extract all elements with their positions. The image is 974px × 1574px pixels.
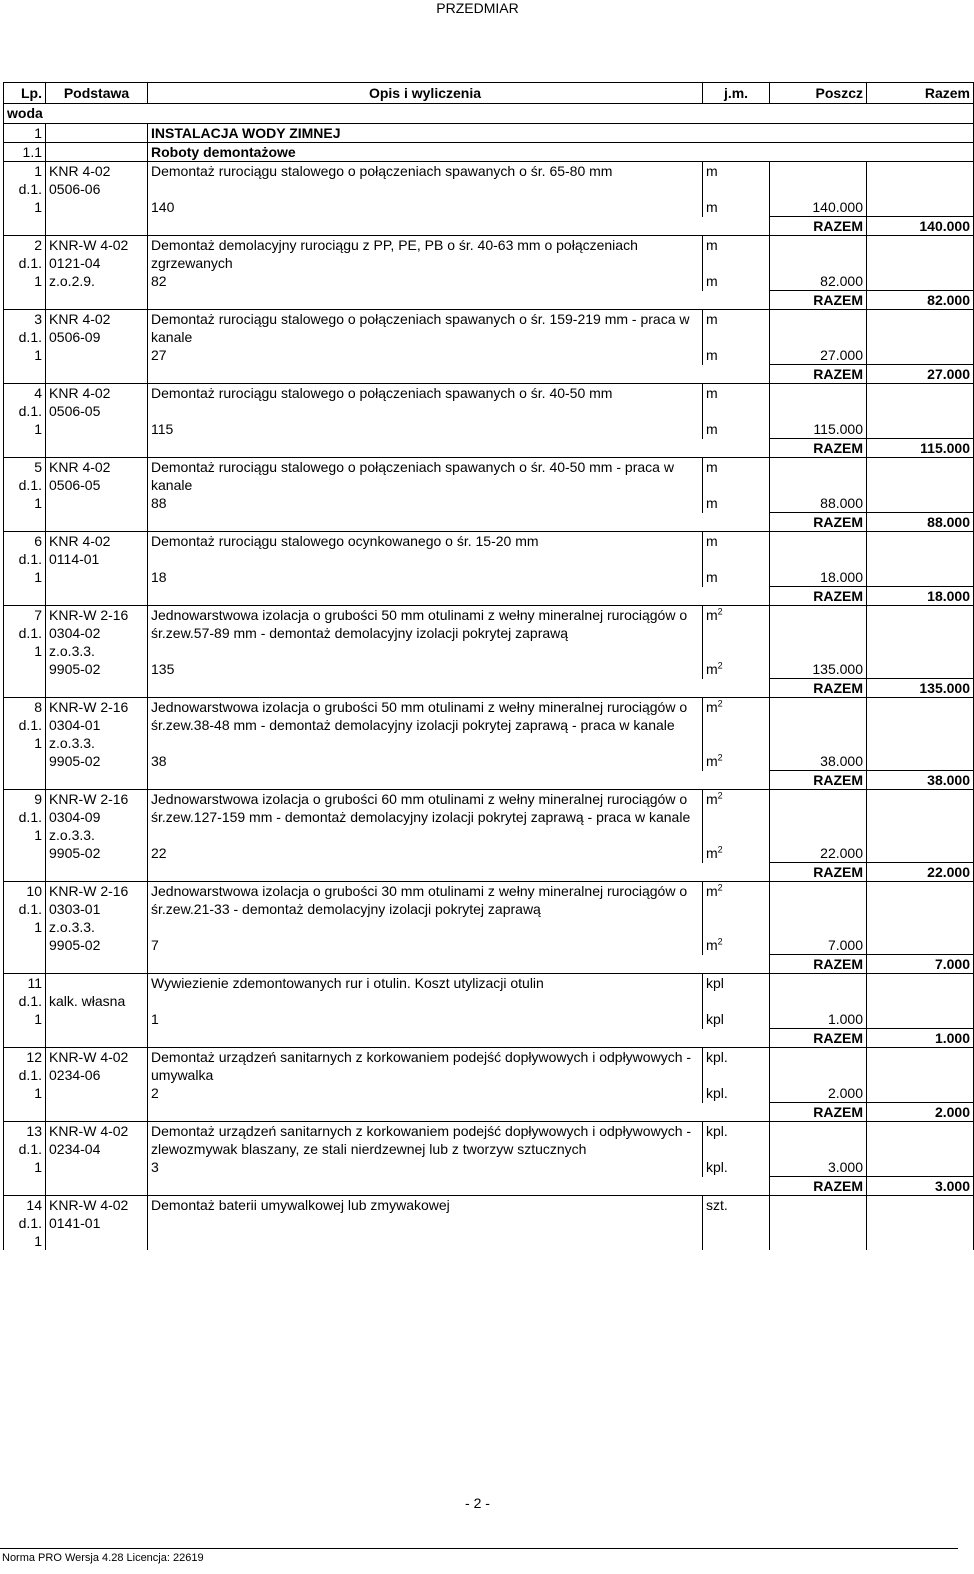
item-lp-line: 4 [34,385,42,401]
estimate-table [3,82,974,1250]
item-poszcz: 18.000 [770,568,867,587]
item-description: Demontaż rurociągu stalowego o połączeniach spawanych o śr. 40-50 mm - praca w kanale [148,458,703,495]
item-qty: 27 [148,346,703,365]
razem-label: RAZEM [770,587,867,606]
item-qty: 82 [148,272,703,291]
footer-license [0,1548,958,1564]
item-lp [4,162,46,236]
col-header-podstawa: Podstawa [46,83,148,104]
table-header-row [4,83,974,104]
item-razem-row [4,217,974,236]
item-lp-line: 1 [34,1011,42,1027]
section-label: woda [4,104,974,124]
item-basis-line: 9905-02 [49,845,101,861]
item-basis-line: KNR-W 4-02 [49,1123,129,1139]
item-qty: 2 [148,1084,703,1103]
item-qty-row [4,494,974,513]
item-lp-line: 1 [34,827,42,843]
item-qty-row [4,198,974,217]
item-basis-line: KNR 4-02 [49,385,111,401]
item-qty-row [4,346,974,365]
item-description: Demontaż rurociągu stalowego o połączeniach spawanych o śr. 65-80 mm [148,162,703,199]
item-basis [46,162,148,236]
item-description: Demontaż rurociągu stalowego o połączeniach spawanych o śr. 40-50 mm [148,384,703,421]
item-razem: 115.000 [867,439,974,458]
item-basis-line: 0304-02 [49,625,101,641]
item-basis-line: 9905-02 [49,937,101,953]
col-header-razem: Razem [867,83,974,104]
item-basis [46,974,148,1048]
item-razem-row [4,1103,974,1122]
item-basis [46,458,148,532]
item-basis [46,310,148,384]
col-header-lp: Lp. [4,83,46,104]
item-lp-line: 1 [34,919,42,935]
item-unit: m [703,310,770,347]
razem-label: RAZEM [770,439,867,458]
item-unit: kpl. [703,1122,770,1159]
item-razem-row [4,863,974,882]
item-qty-unit: m [703,494,770,513]
item-basis [46,606,148,698]
item-lp [4,882,46,974]
item-description: Demontaż urządzeń sanitarnych z korkowaniem podejść dopływowych i odpływowych - umywalka [148,1048,703,1085]
table-row [4,882,974,937]
item-lp [4,606,46,698]
item-lp [4,1122,46,1196]
item-poszcz: 82.000 [770,272,867,291]
section-row [4,104,974,124]
item-lp-line: d.1. [18,181,42,197]
item-qty-unit: m [703,198,770,217]
item-qty-row [4,1010,974,1029]
item-razem: 88.000 [867,513,974,532]
item-razem: 22.000 [867,863,974,882]
item-razem-row [4,771,974,790]
item-lp-line: 10 [26,883,42,899]
razem-label: RAZEM [770,1103,867,1122]
item-basis-line [49,974,144,992]
item-razem: 2.000 [867,1103,974,1122]
item-poszcz: 27.000 [770,346,867,365]
item-unit: kpl. [703,1048,770,1085]
item-basis-line [49,346,144,364]
item-unit: m [703,532,770,569]
item-lp-line: 1 [34,1159,42,1175]
item-basis-line: KNR 4-02 [49,163,111,179]
item-basis-line: KNR-W 2-16 [49,791,129,807]
item-basis-line: 0506-06 [49,181,101,197]
item-poszcz: 1.000 [770,1010,867,1029]
item-lp-line: 3 [34,311,42,327]
item-qty: 1 [148,1010,703,1029]
item-lp [4,532,46,606]
item-basis [46,236,148,310]
item-razem-row [4,955,974,974]
razem-label: RAZEM [770,365,867,384]
razem-label: RAZEM [770,513,867,532]
item-unit: m [703,384,770,421]
item-razem: 140.000 [867,217,974,236]
item-lp-line: 12 [26,1049,42,1065]
item-basis-line [49,198,144,216]
item-qty-unit: kpl. [703,1084,770,1103]
item-qty-row [4,568,974,587]
item-qty: 3 [148,1158,703,1177]
item-basis-line: kalk. własna [49,993,126,1009]
item-unit: $m^2$ [703,790,770,845]
item-basis-line [49,494,144,512]
item-basis [46,698,148,790]
item-basis-line: 0506-05 [49,477,101,493]
item-basis [46,532,148,606]
item-description: Jednowarstwowa izolacja o grubości 50 mm otulinami z wełny mineralnej rurociągów o śr.zew.38-48 mm - demontaż demolacyjny izolacji pokrytej zaprawą - praca w kanale [148,698,703,753]
item-lp [4,384,46,458]
item-basis-line: 0304-01 [49,717,101,733]
item-qty: 38 [148,752,703,771]
item-lp-line: 1 [34,643,42,659]
item-qty-row [4,420,974,439]
item-razem-row [4,1029,974,1048]
item-razem-row [4,1177,974,1196]
razem-label: RAZEM [770,955,867,974]
item-basis-line: 0234-06 [49,1067,101,1083]
item-lp [4,790,46,882]
item-lp-line: 1 [34,199,42,215]
item-unit: $m^2$ [703,606,770,661]
item-lp-line: d.1. [18,1215,42,1231]
item-description: Demontaż rurociągu stalowego o połączeniach spawanych o śr. 159-219 mm - praca w kanale [148,310,703,347]
item-lp-line [7,660,42,678]
item-lp-line [7,752,42,770]
item-basis-line: KNR 4-02 [49,459,111,475]
item-basis-line: z.o.3.3. [49,643,95,659]
item-razem-row [4,365,974,384]
item-qty-row [4,844,974,863]
table-row [4,606,974,661]
item-lp-line: d.1. [18,717,42,733]
item-qty: 135 [148,660,703,679]
item-lp-line: 9 [34,791,42,807]
group-num: 1 [4,124,46,143]
item-qty-unit: $m^2$ [703,660,770,679]
item-lp-line: 1 [34,569,42,585]
item-qty: 22 [148,844,703,863]
item-description: Demontaż demolacyjny rurociągu z PP, PE, PB o śr. 40-63 mm o połączeniach zgrzewanych [148,236,703,273]
item-razem-row [4,679,974,698]
item-lp [4,1048,46,1122]
item-qty-unit: m [703,272,770,291]
item-lp-line: 1 [34,421,42,437]
item-description: Jednowarstwowa izolacja o grubości 60 mm otulinami z wełny mineralnej rurociągów o śr.zew.127-159 mm - demontaż demolacyjny izolacji pokrytej zaprawą - praca w kanale [148,790,703,845]
item-basis [46,1122,148,1196]
razem-label: RAZEM [770,863,867,882]
table-row [4,458,974,495]
item-basis [46,384,148,458]
item-lp-line: d.1. [18,551,42,567]
razem-label: RAZEM [770,291,867,310]
item-razem: 82.000 [867,291,974,310]
item-basis [46,790,148,882]
item-qty-unit: m [703,568,770,587]
item-basis-line [49,1158,144,1176]
razem-label: RAZEM [770,1029,867,1048]
item-basis-line: 0234-04 [49,1141,101,1157]
page-number: - 2 - [465,1495,490,1511]
table-body [4,104,974,1251]
col-header-jm: j.m. [703,83,770,104]
item-lp-line: d.1. [18,901,42,917]
group-row [4,124,974,143]
item-description: Jednowarstwowa izolacja o grubości 50 mm otulinami z wełny mineralnej rurociągów o śr.zew.57-89 mm - demontaż demolacyjny izolacji pokrytej zaprawą [148,606,703,661]
item-qty-unit: kpl [703,1010,770,1029]
item-razem-row [4,587,974,606]
table-row [4,1048,974,1085]
table-row [4,974,974,1011]
item-description: Jednowarstwowa izolacja o grubości 30 mm otulinami z wełny mineralnej rurociągów o śr.zew.21-33 - demontaż demolacyjny izolacji pokrytej zaprawą [148,882,703,937]
footer-text: Norma PRO Wersja 4.28 Licencja: 22619 [2,1552,204,1564]
item-qty-unit: m [703,420,770,439]
item-lp-line: 5 [34,459,42,475]
item-basis-line: 0141-01 [49,1215,101,1231]
item-qty-row [4,660,974,679]
item-unit: $m^2$ [703,698,770,753]
item-lp-line: 11 [27,975,42,991]
item-description: Wywiezienie zdemontowanych rur i otulin. Koszt utylizacji otulin [148,974,703,1011]
razem-label: RAZEM [770,217,867,236]
item-description: Demontaż baterii umywalkowej lub zmywakowej [148,1196,703,1251]
item-qty-unit: $m^2$ [703,844,770,863]
item-basis [46,1048,148,1122]
item-poszcz: 135.000 [770,660,867,679]
item-lp-line: d.1. [18,477,42,493]
item-basis [46,1196,148,1251]
item-lp [4,698,46,790]
item-lp-line: d.1. [18,403,42,419]
item-basis-line: KNR-W 4-02 [49,237,129,253]
item-qty-row [4,1158,974,1177]
item-poszcz: 115.000 [770,420,867,439]
item-basis-line: 0506-09 [49,329,101,345]
item-qty-unit: $m^2$ [703,752,770,771]
item-basis-line [49,1010,144,1028]
item-poszcz: 22.000 [770,844,867,863]
subgroup-row [4,143,974,162]
item-lp-line: 1 [34,163,42,179]
item-unit: kpl [703,974,770,1011]
item-lp [4,458,46,532]
item-qty-row [4,936,974,955]
item-basis-line: z.o.3.3. [49,919,95,935]
item-basis-line: KNR-W 2-16 [49,699,129,715]
item-lp-line: 8 [34,699,42,715]
item-qty-unit: m [703,346,770,365]
item-lp-line: 1 [34,1085,42,1101]
item-unit: $m^2$ [703,882,770,937]
page-header-title: PRZEDMIAR [436,0,519,16]
item-lp-line: 7 [34,607,42,623]
razem-label: RAZEM [770,771,867,790]
item-razem: 18.000 [867,587,974,606]
item-basis-line: KNR-W 4-02 [49,1049,129,1065]
item-lp [4,236,46,310]
col-header-opis: Opis i wyliczenia [148,83,703,104]
table-row [4,1196,974,1251]
item-poszcz: 2.000 [770,1084,867,1103]
item-unit: m [703,162,770,199]
item-razem: 3.000 [867,1177,974,1196]
item-lp [4,1196,46,1251]
item-lp-line: d.1. [18,993,42,1009]
item-basis-line [49,568,144,586]
col-header-poszcz: Poszcz [770,83,867,104]
item-lp-line: 6 [34,533,42,549]
item-razem: 1.000 [867,1029,974,1048]
item-unit: m [703,236,770,273]
subgroup-label: Roboty demontażowe [148,143,974,162]
table-row [4,310,974,347]
item-basis-line: KNR 4-02 [49,311,111,327]
item-basis-line: KNR-W 2-16 [49,883,129,899]
item-lp-line: d.1. [18,625,42,641]
item-poszcz: 7.000 [770,936,867,955]
item-qty-row [4,752,974,771]
item-basis-line [49,420,144,438]
item-basis-line: z.o.2.9. [49,273,95,289]
table-row [4,1122,974,1159]
item-basis-line: KNR 4-02 [49,533,111,549]
item-basis-line: 9905-02 [49,661,101,677]
item-lp [4,974,46,1048]
item-basis-line: 9905-02 [49,753,101,769]
item-qty-unit: kpl. [703,1158,770,1177]
item-basis-line: 0114-01 [49,551,100,567]
table-row [4,162,974,199]
item-lp-line: 1 [34,347,42,363]
item-qty-row [4,272,974,291]
table-row [4,698,974,753]
item-razem-row [4,439,974,458]
item-basis-line: 0304-09 [49,809,101,825]
table-row [4,384,974,421]
item-lp-line: 14 [26,1197,42,1213]
item-poszcz: 3.000 [770,1158,867,1177]
item-poszcz: 140.000 [770,198,867,217]
item-lp-line: 1 [34,495,42,511]
item-basis-line: KNR-W 4-02 [49,1197,129,1213]
item-poszcz: 38.000 [770,752,867,771]
item-lp-line: 2 [34,237,42,253]
item-qty: 18 [148,568,703,587]
subgroup-num: 1.1 [4,143,46,162]
item-description: Demontaż rurociągu stalowego ocynkowanego o śr. 15-20 mm [148,532,703,569]
item-basis-line: 0506-05 [49,403,101,419]
item-basis-line: z.o.3.3. [49,827,95,843]
item-razem: 7.000 [867,955,974,974]
item-basis [46,882,148,974]
razem-label: RAZEM [770,1177,867,1196]
item-basis-line [49,1232,144,1250]
item-razem: 27.000 [867,365,974,384]
item-qty-unit: $m^2$ [703,936,770,955]
group-label: INSTALACJA WODY ZIMNEJ [148,124,974,143]
item-lp-line: d.1. [18,255,42,271]
item-basis-line: 0121-04 [49,255,101,271]
item-lp-line: 13 [26,1123,42,1139]
item-lp [4,310,46,384]
item-lp-line: 1 [34,1233,42,1249]
item-razem: 38.000 [867,771,974,790]
item-razem: 135.000 [867,679,974,698]
item-basis-line [49,1084,144,1102]
item-description: Demontaż urządzeń sanitarnych z korkowaniem podejść dopływowych i odpływowych - zlewozmywak blaszany, ze stali nierdzewnej lub z tworzyw sztucznych [148,1122,703,1159]
item-qty: 7 [148,936,703,955]
item-qty-row [4,1084,974,1103]
item-razem-row [4,513,974,532]
item-lp-line: d.1. [18,809,42,825]
item-qty: 88 [148,494,703,513]
item-lp-line: d.1. [18,1067,42,1083]
table-row [4,532,974,569]
item-razem-row [4,291,974,310]
item-unit: m [703,458,770,495]
item-lp-line: d.1. [18,329,42,345]
item-poszcz: 88.000 [770,494,867,513]
item-qty: 140 [148,198,703,217]
table-row [4,790,974,845]
item-lp-line [7,936,42,954]
table-row [4,236,974,273]
item-lp-line: 1 [34,273,42,289]
item-basis-line: z.o.3.3. [49,735,95,751]
item-lp-line [7,844,42,862]
item-basis-line: 0303-01 [49,901,101,917]
item-basis-line: KNR-W 2-16 [49,607,129,623]
razem-label: RAZEM [770,679,867,698]
item-lp-line: 1 [34,735,42,751]
item-lp-line: d.1. [18,1141,42,1157]
item-unit: szt. [703,1196,770,1251]
item-qty: 115 [148,420,703,439]
